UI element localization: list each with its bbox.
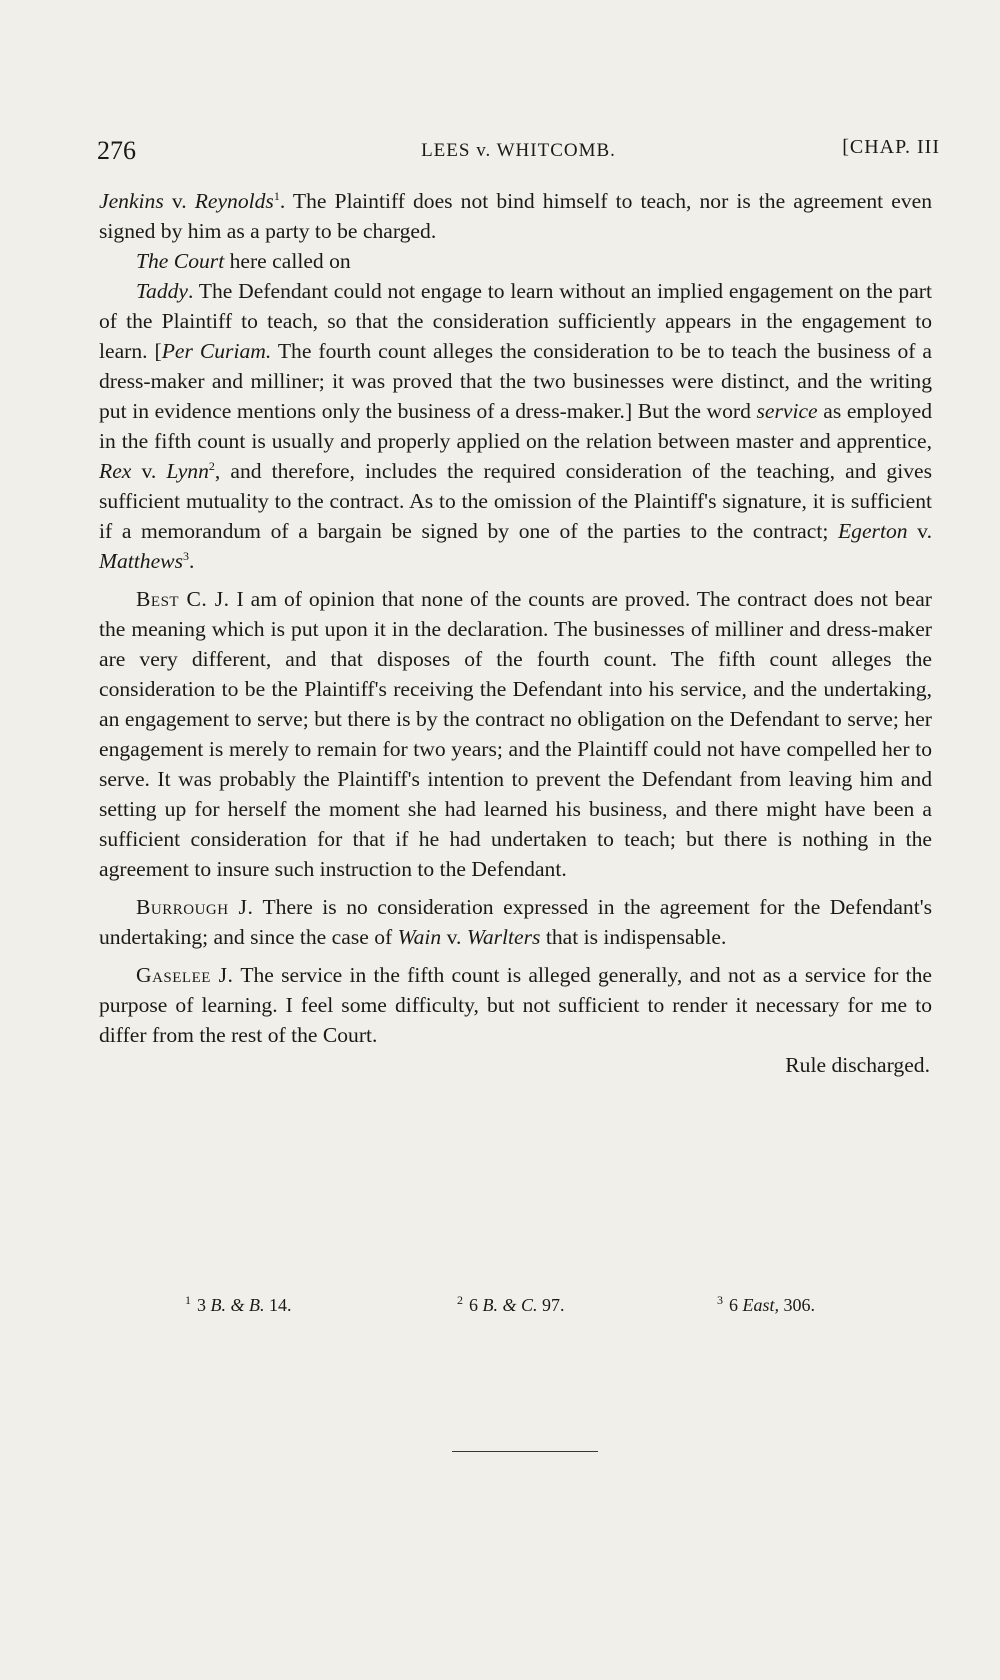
running-title: LEES v. WHITCOMB. xyxy=(421,140,616,161)
footnote: $^1$ 3 B. & B. 14. xyxy=(185,1293,292,1315)
paragraph-burrough-j: Burrough J. There is no consideration expressed in the agreement for the Defendant's undertaking; and since the case of Wain v. Warlters that is indispensable. xyxy=(99,895,933,949)
judge-name: Best C. J. xyxy=(136,587,230,611)
paragraph-gaselee-j: Gaselee J. The service in the fifth count is alleged generally, and not as a service for the purpose of learning. I feel some difficulty, but not sufficient to render it necessary for me to differ from the rest of the Court. xyxy=(99,963,933,1047)
footnotes xyxy=(185,1295,885,1325)
case-name: Jenkins xyxy=(99,189,164,213)
footnote-ref: 1 xyxy=(273,188,280,203)
paragraph-counsel-argument: Jenkins v. Reynolds$^1$. The Plaintiff does not bind himself to teach, nor is the agreement even signed by him as a party to be charged. xyxy=(99,188,933,243)
footnote: $^3$ 6 East, 306. xyxy=(717,1293,816,1315)
court-label: The Court xyxy=(136,249,225,273)
per-curiam: Per Curiam. xyxy=(161,339,272,363)
case-name: Warlters xyxy=(466,925,541,949)
rule-discharged: Rule discharged. xyxy=(785,1053,930,1077)
footnote-ref: 3 xyxy=(182,548,189,563)
page-body xyxy=(99,186,932,1080)
page-header xyxy=(97,134,940,174)
judge-name: Gaselee J. xyxy=(136,963,234,987)
footnote: $^2$ 6 B. & C. 97. xyxy=(457,1293,565,1315)
term-service: service xyxy=(756,399,818,423)
section-divider xyxy=(452,1451,598,1452)
case-name: Wain xyxy=(397,925,442,949)
page-number: 276 xyxy=(97,136,136,165)
case-name: Egerton xyxy=(837,519,908,543)
case-name: Matthews xyxy=(99,549,183,573)
judge-name: Burrough J. xyxy=(136,895,254,919)
paragraph-court-call: The Court here called on xyxy=(136,249,351,273)
case-name: Rex xyxy=(99,459,132,483)
paragraph-best-cj: Best C. J. I am of opinion that none of the counts are proved. The contract does not bear the meaning which is put upon it in the declaration. The businesses of milliner and dress-maker are very different, and that disposes of the fourth count. The fifth count alleges the consideration to be the Plaintiff's receiving the Defendant into his service, and the undertaking, an engagement to serve; but there is by the contract no obligation on the Defendant to serve; her engagement is merely to remain for two years; and the Plaintiff could not have compelled her to serve. It was probably the Plaintiff's intention to prevent the Defendant from leaving him and setting up for herself the moment she had learned his business, and there might have been a sufficient consideration for that if he had undertaken to teach; but there is nothing in the agreement to insure such instruction to the Defendant. xyxy=(99,587,932,881)
case-name: Lynn xyxy=(166,459,209,483)
case-name: Reynolds xyxy=(194,189,274,213)
chapter-label: [CHAP. III xyxy=(842,136,940,158)
paragraph-taddy: Taddy. The Defendant could not engage to learn without an implied engagement on the part of the Plaintiff to teach, so that the consideration sufficiently appears in the engagement to learn. [Per Curiam. The fourth count alleges the consideration to be to teach the business of a dress-maker and milliner; it was proved that the two businesses were distinct, and the writing put in evidence mentions only the business of a dress-maker.] But the word service as employed in the fifth count is usually and properly applied on the relation between master and apprentice, Rex v. Lynn$^2$, and therefore, includes the required consideration of the teaching, and gives sufficient mutuality to the contract. As to the omission of the Plaintiff's signature, it is sufficient if a memorandum of a bargain be signed by one of the parties to the contract; Egerton v. Matthews$^3$. xyxy=(99,279,932,573)
footnote-ref: 2 xyxy=(208,458,215,473)
counsel-name: Taddy xyxy=(136,279,189,303)
